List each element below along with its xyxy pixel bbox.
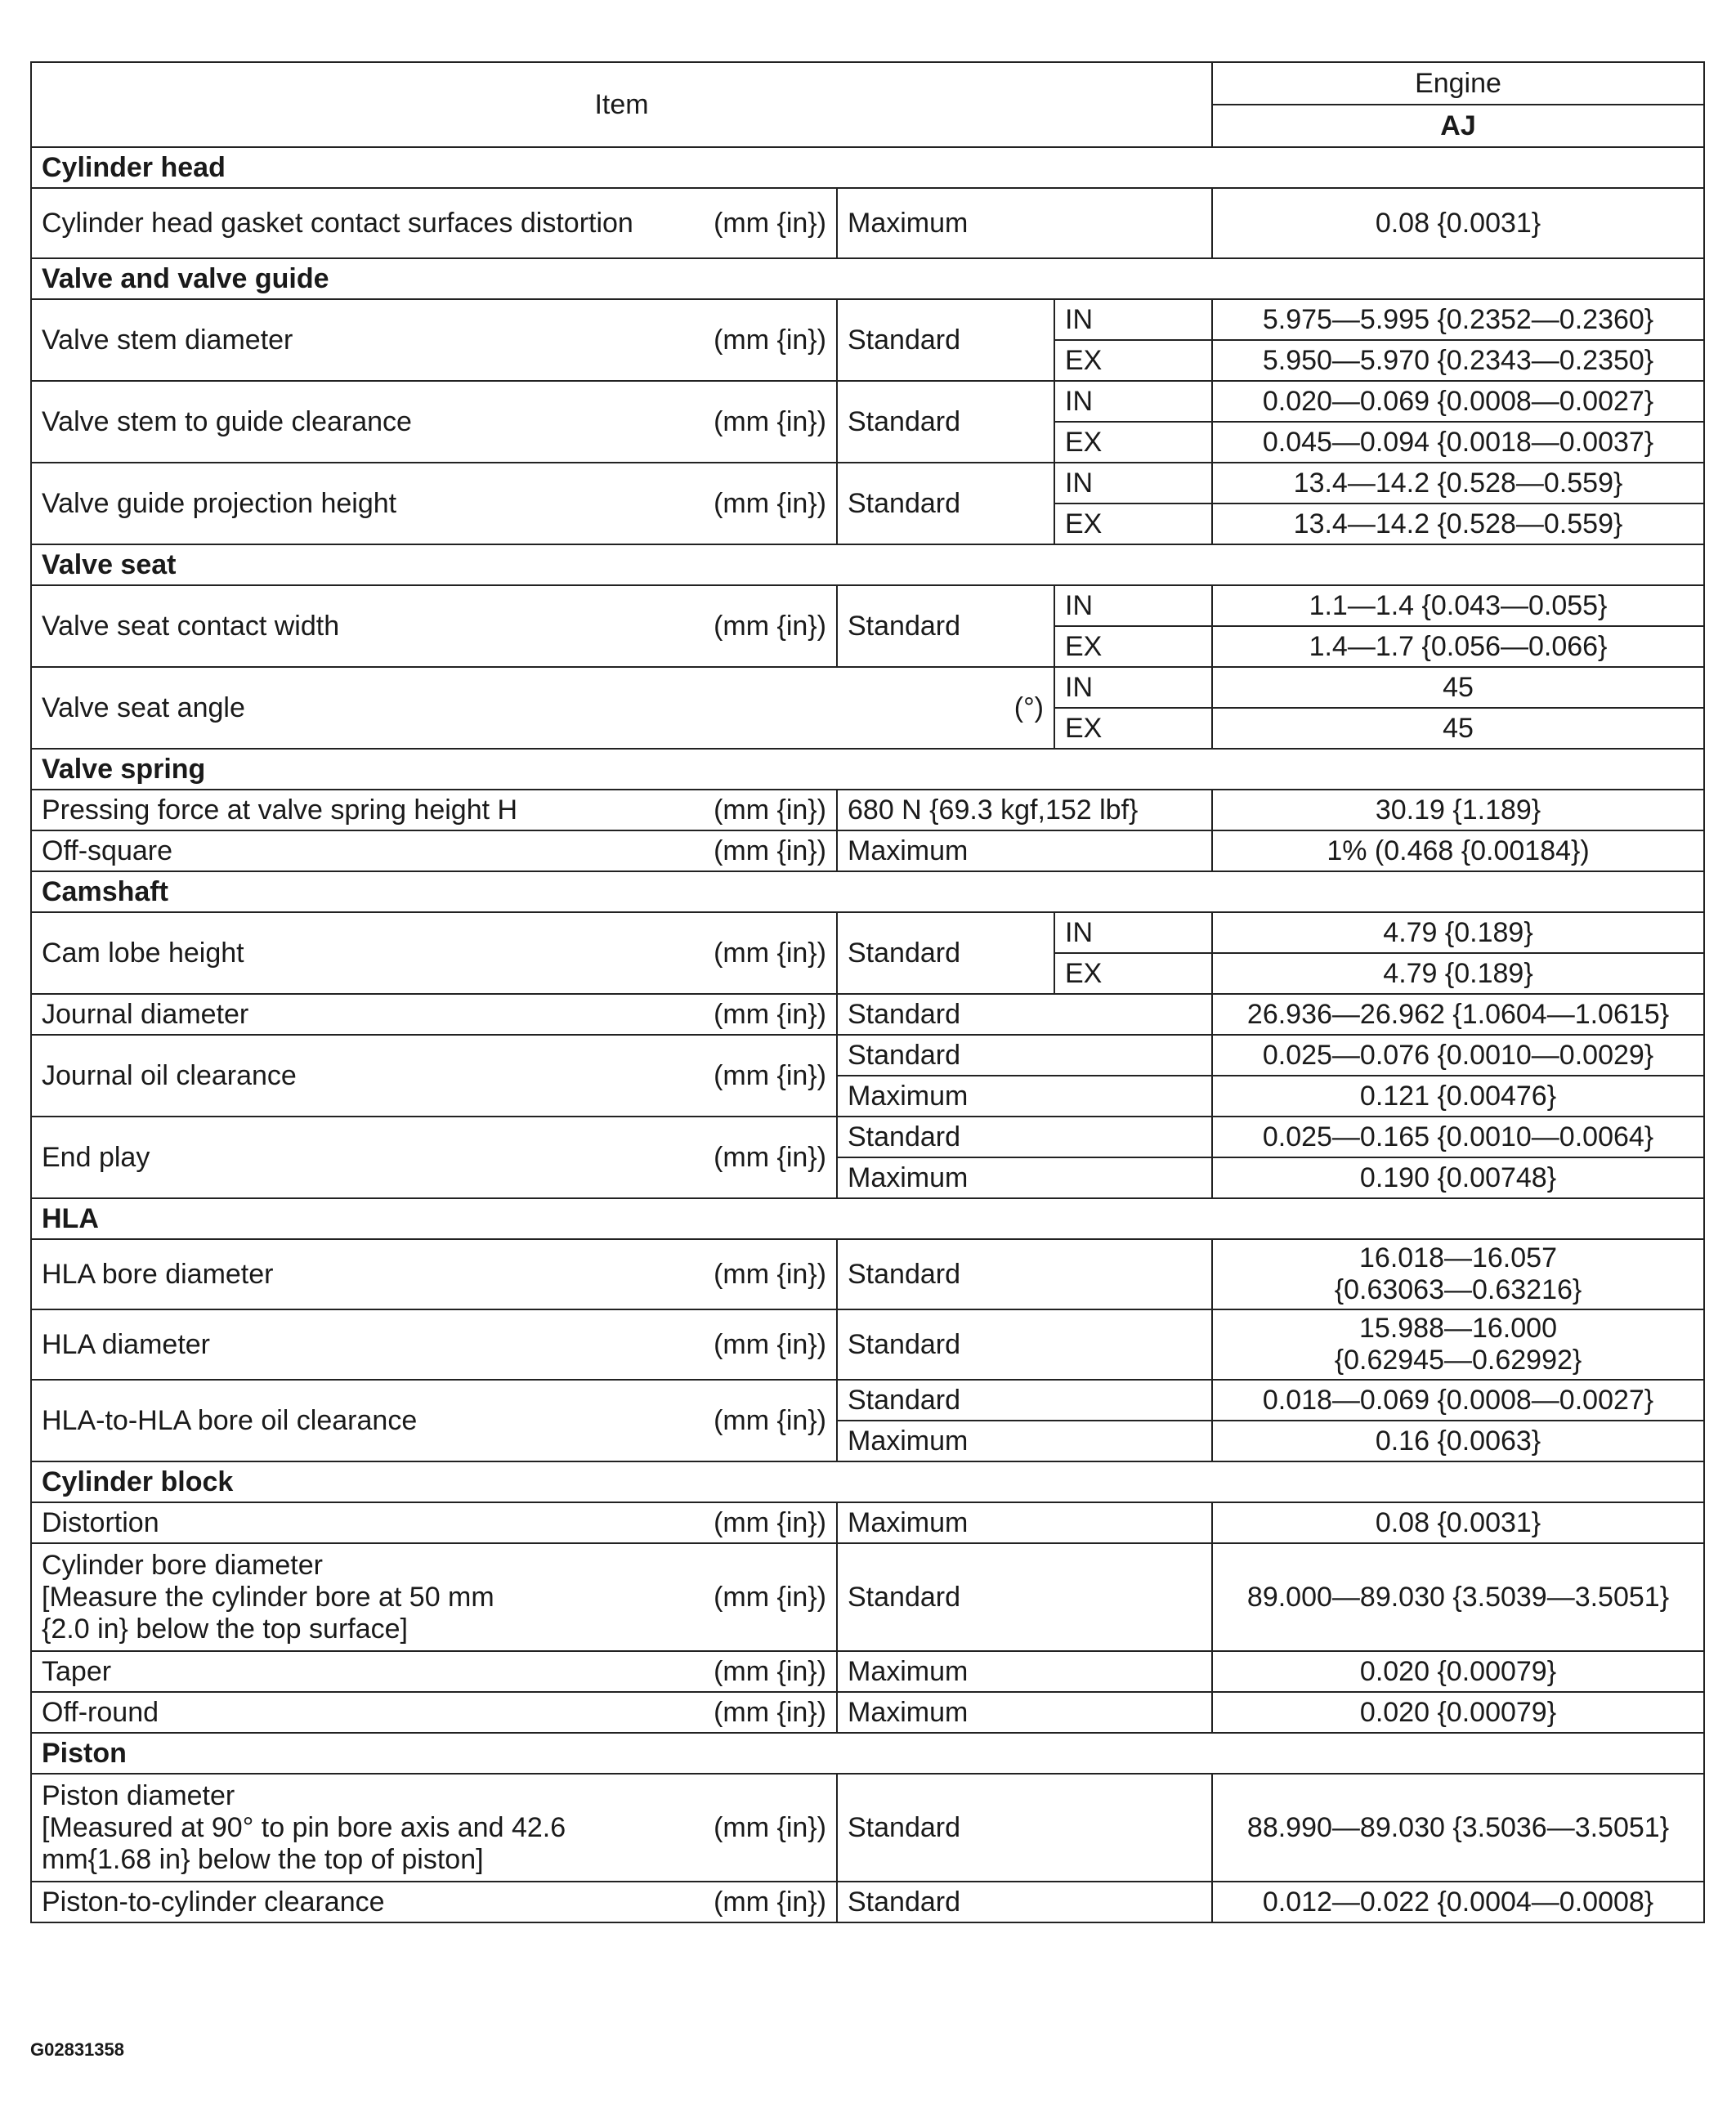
spec-value: 0.045—0.094 {0.0018—0.0037} [1212, 422, 1704, 463]
condition-label: Standard [837, 1035, 1212, 1076]
spec-value: 1.4—1.7 {0.056—0.066} [1212, 626, 1704, 667]
sub-label: EX [1054, 422, 1212, 463]
item-name: HLA-to-HLA bore oil clearance [31, 1380, 693, 1461]
section-heading: Cylinder block [31, 1461, 1704, 1502]
spec-row [31, 790, 1704, 830]
item-name: Valve stem to guide clearance [31, 381, 693, 463]
sub-label: EX [1054, 708, 1212, 749]
spec-row [31, 1692, 1704, 1733]
spec-table-body [31, 62, 1704, 1922]
spec-row [31, 994, 1704, 1035]
spec-value: 0.025—0.076 {0.0010—0.0029} [1212, 1035, 1704, 1076]
condition-label: Standard [837, 1774, 1212, 1882]
item-unit: (mm {in}) [693, 188, 837, 258]
section-heading: Valve and valve guide [31, 258, 1704, 299]
item-unit: (mm {in}) [693, 1502, 837, 1543]
spec-row [31, 912, 1704, 953]
spec-row [31, 830, 1704, 871]
item-unit: (mm {in}) [693, 1692, 837, 1733]
spec-value: 5.950—5.970 {0.2343—0.2350} [1212, 340, 1704, 381]
section-row [31, 1733, 1704, 1774]
section-heading: Valve seat [31, 544, 1704, 585]
spec-row [31, 1309, 1704, 1380]
spec-row [31, 1882, 1704, 1922]
spec-row [31, 299, 1704, 340]
spec-row [31, 1502, 1704, 1543]
spec-value: 89.000—89.030 {3.5039—3.5051} [1212, 1543, 1704, 1651]
spec-value: 0.08 {0.0031} [1212, 1502, 1704, 1543]
spec-row [31, 1543, 1704, 1651]
sub-label: IN [1054, 299, 1212, 340]
sub-label: EX [1054, 340, 1212, 381]
item-name: End play [31, 1117, 693, 1198]
item-unit: (mm {in}) [693, 381, 837, 463]
section-row [31, 1198, 1704, 1239]
spec-value: 0.020—0.069 {0.0008—0.0027} [1212, 381, 1704, 422]
section-row [31, 258, 1704, 299]
condition-label: Maximum [837, 1157, 1212, 1198]
item-name: Valve seat contact width [31, 585, 693, 667]
section-heading: HLA [31, 1198, 1704, 1239]
sub-label: EX [1054, 953, 1212, 994]
item-unit: (mm {in}) [693, 1774, 837, 1882]
condition-label: Standard [837, 585, 1054, 667]
section-heading: Piston [31, 1733, 1704, 1774]
spec-value: 13.4—14.2 {0.528—0.559} [1212, 504, 1704, 544]
condition-label: Standard [837, 463, 1054, 544]
spec-value: 0.012—0.022 {0.0004—0.0008} [1212, 1882, 1704, 1922]
item-unit: (°) [693, 667, 1054, 749]
item-unit: (mm {in}) [693, 1035, 837, 1117]
item-unit: (mm {in}) [693, 585, 837, 667]
spec-value: 26.936—26.962 {1.0604—1.0615} [1212, 994, 1704, 1035]
sub-label: IN [1054, 585, 1212, 626]
item-name: Off-round [31, 1692, 693, 1733]
figure-code: G02831358 [30, 2039, 124, 2060]
section-row [31, 147, 1704, 188]
spec-value: 15.988—16.000 {0.62945—0.62992} [1212, 1309, 1704, 1380]
item-unit: (mm {in}) [693, 830, 837, 871]
item-name: Piston diameter [Measured at 90° to pin bore axis and 42.6 mm{1.68 in} below the top of piston] [31, 1774, 693, 1882]
sub-label: IN [1054, 667, 1212, 708]
condition-label: Standard [837, 1117, 1212, 1157]
item-name: HLA diameter [31, 1309, 693, 1380]
spec-value: 0.08 {0.0031} [1212, 188, 1704, 258]
condition-label: Standard [837, 994, 1212, 1035]
item-name: Distortion [31, 1502, 693, 1543]
spec-value: 0.16 {0.0063} [1212, 1421, 1704, 1461]
item-name: Journal diameter [31, 994, 693, 1035]
item-unit: (mm {in}) [693, 912, 837, 994]
section-heading: Cylinder head [31, 147, 1704, 188]
condition-label: Maximum [837, 1421, 1212, 1461]
sub-label: IN [1054, 912, 1212, 953]
sub-label: EX [1054, 504, 1212, 544]
item-name: Cylinder head gasket contact surfaces distortion [31, 188, 693, 258]
spec-value: 0.121 {0.00476} [1212, 1076, 1704, 1117]
spec-value: 0.025—0.165 {0.0010—0.0064} [1212, 1117, 1704, 1157]
header-row-1 [31, 62, 1704, 105]
sub-label: EX [1054, 626, 1212, 667]
condition-label: Standard [837, 912, 1054, 994]
item-unit: (mm {in}) [693, 299, 837, 381]
item-unit: (mm {in}) [693, 1309, 837, 1380]
spec-value: 4.79 {0.189} [1212, 912, 1704, 953]
item-unit: (mm {in}) [693, 1380, 837, 1461]
item-name: Valve seat angle [31, 667, 693, 749]
condition-label: Maximum [837, 1076, 1212, 1117]
condition-label: Standard [837, 1239, 1212, 1309]
section-heading: Camshaft [31, 871, 1704, 912]
item-unit: (mm {in}) [693, 1239, 837, 1309]
spec-value: 0.020 {0.00079} [1212, 1692, 1704, 1733]
item-unit: (mm {in}) [693, 994, 837, 1035]
condition-label: Maximum [837, 830, 1212, 871]
spec-value: 45 [1212, 708, 1704, 749]
item-name: Cylinder bore diameter [Measure the cylinder bore at 50 mm {2.0 in} below the top surface] [31, 1543, 693, 1651]
condition-label: Maximum [837, 1651, 1212, 1692]
spec-row [31, 1774, 1704, 1882]
spec-table [30, 61, 1705, 1923]
spec-row [31, 188, 1704, 258]
item-name: Journal oil clearance [31, 1035, 693, 1117]
item-unit: (mm {in}) [693, 1543, 837, 1651]
item-unit: (mm {in}) [693, 1117, 837, 1198]
spec-value: 16.018—16.057 {0.63063—0.63216} [1212, 1239, 1704, 1309]
item-name: Valve guide projection height [31, 463, 693, 544]
condition-label: Maximum [837, 188, 1212, 258]
section-heading: Valve spring [31, 749, 1704, 790]
spec-row [31, 667, 1704, 708]
section-row [31, 749, 1704, 790]
spec-value: 0.020 {0.00079} [1212, 1651, 1704, 1692]
item-unit: (mm {in}) [693, 1651, 837, 1692]
item-unit: (mm {in}) [693, 1882, 837, 1922]
spec-value: 5.975—5.995 {0.2352—0.2360} [1212, 299, 1704, 340]
condition-label: Standard [837, 1380, 1212, 1421]
spec-value: 30.19 {1.189} [1212, 790, 1704, 830]
condition-label: Standard [837, 1309, 1212, 1380]
item-name: HLA bore diameter [31, 1239, 693, 1309]
item-unit: (mm {in}) [693, 463, 837, 544]
item-name: Cam lobe height [31, 912, 693, 994]
spec-row [31, 1035, 1704, 1076]
condition-label: Standard [837, 1543, 1212, 1651]
item-name: Off-square [31, 830, 693, 871]
spec-row [31, 1239, 1704, 1309]
spec-value: 13.4—14.2 {0.528—0.559} [1212, 463, 1704, 504]
condition-label: Standard [837, 381, 1054, 463]
sub-label: IN [1054, 381, 1212, 422]
spec-value: 4.79 {0.189} [1212, 953, 1704, 994]
condition-label: 680 N {69.3 kgf,152 lbf} [837, 790, 1212, 830]
spec-value: 0.190 {0.00748} [1212, 1157, 1704, 1198]
spec-row [31, 463, 1704, 504]
engine-model-header: AJ [1212, 105, 1704, 147]
spec-row [31, 585, 1704, 626]
item-name: Valve stem diameter [31, 299, 693, 381]
spec-value: 1.1—1.4 {0.043—0.055} [1212, 585, 1704, 626]
spec-value: 1% (0.468 {0.00184}) [1212, 830, 1704, 871]
item-name: Piston-to-cylinder clearance [31, 1882, 693, 1922]
spec-value: 45 [1212, 667, 1704, 708]
sub-label: IN [1054, 463, 1212, 504]
section-row [31, 1461, 1704, 1502]
condition-label: Standard [837, 299, 1054, 381]
item-header: Item [31, 62, 1212, 147]
engine-header: Engine [1212, 62, 1704, 105]
spec-row [31, 1380, 1704, 1421]
section-row [31, 871, 1704, 912]
spec-row [31, 1651, 1704, 1692]
condition-label: Maximum [837, 1692, 1212, 1733]
spec-value: 88.990—89.030 {3.5036—3.5051} [1212, 1774, 1704, 1882]
section-row [31, 544, 1704, 585]
condition-label: Standard [837, 1882, 1212, 1922]
spec-row [31, 1117, 1704, 1157]
condition-label: Maximum [837, 1502, 1212, 1543]
item-unit: (mm {in}) [693, 790, 837, 830]
spec-value: 0.018—0.069 {0.0008—0.0027} [1212, 1380, 1704, 1421]
item-name: Taper [31, 1651, 693, 1692]
item-name: Pressing force at valve spring height H [31, 790, 693, 830]
spec-row [31, 381, 1704, 422]
